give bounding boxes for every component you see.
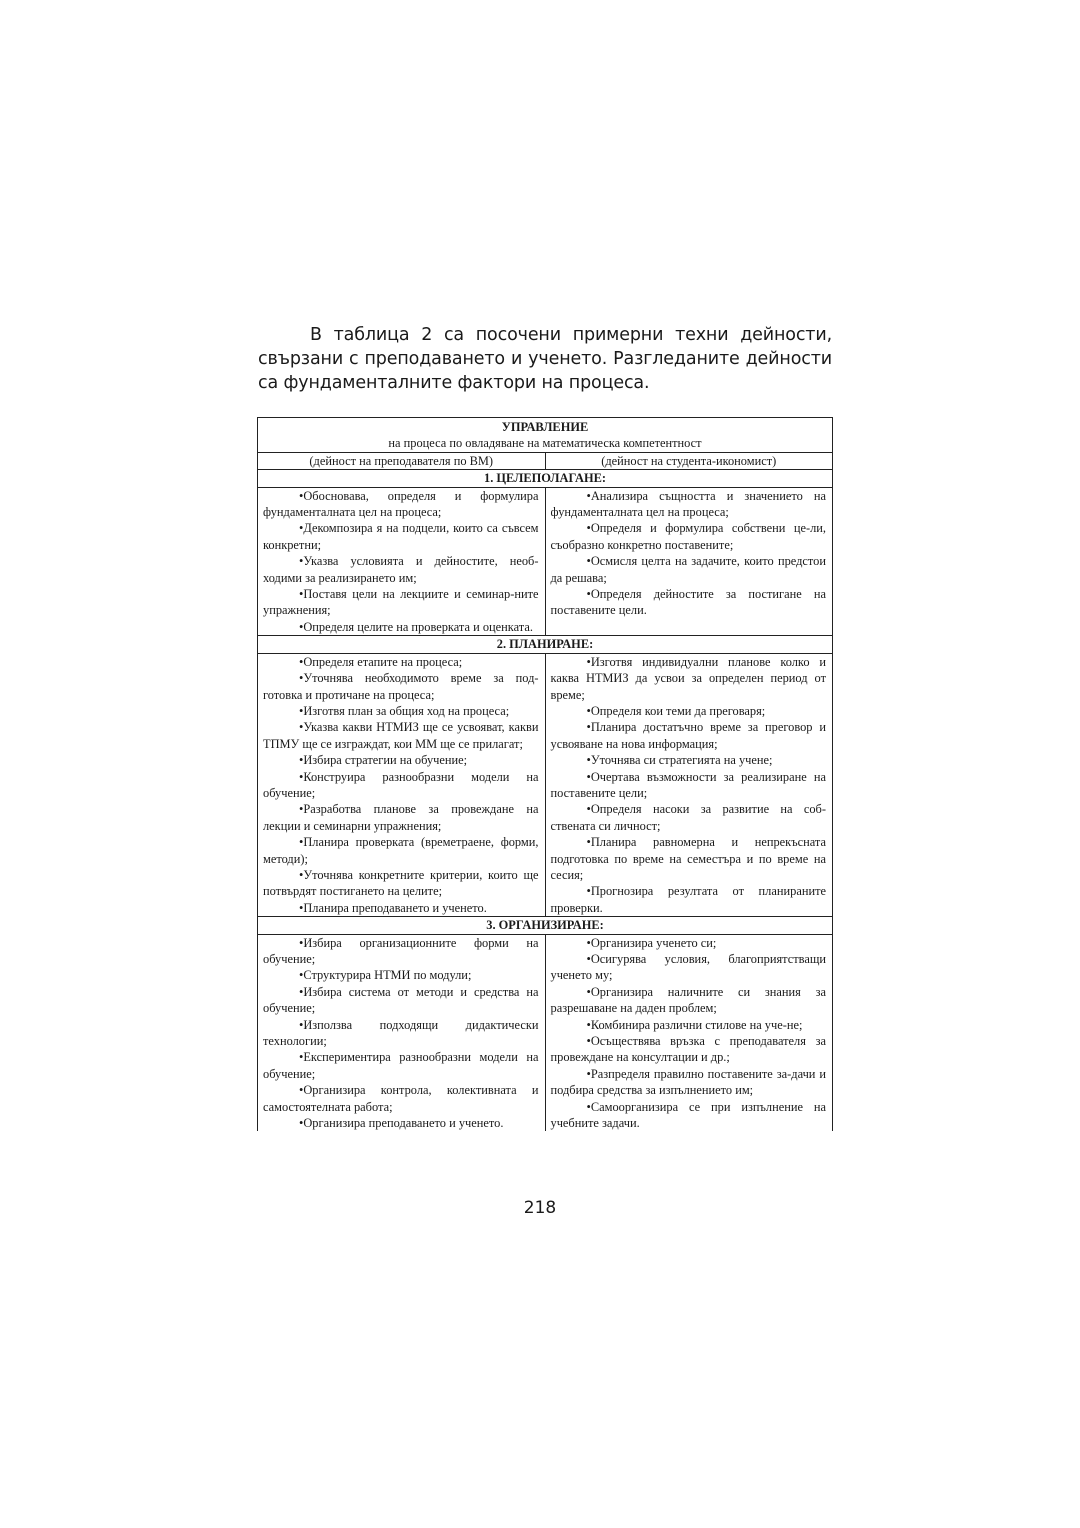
activity-item: •Разработва планове за провеждане на лекции и семинарни упражнения; <box>263 802 539 833</box>
activity-item: •Структурира НТМИ по модули; <box>299 968 472 983</box>
activity-item: •Осмисля целта на задачите, които предстои да решава; <box>550 554 826 585</box>
section-heading-row <box>258 917 833 934</box>
section-heading-planning: 2. ПЛАНИРАНЕ: <box>258 636 833 653</box>
activity-item: •Указва какви НТМИЗ ще се усвояват, какви ТПМУ ще се изграждат, кои ММ ще се прилагат; <box>263 720 539 751</box>
activity-item: •Комбинира различни стилове на уче-не; <box>586 1017 803 1032</box>
activity-item: •Декомпозира я на подцели, които са съвсем конкретни; <box>263 521 539 552</box>
section-heading-row <box>258 636 833 653</box>
activity-item: •Планира проверката (времетраене, форми, методи); <box>263 835 539 866</box>
activity-item: •Избира организационните форми на обучение; <box>263 935 539 966</box>
activity-item: •Уточнява конкретните критерии, които ще потвърдят постигането на целите; <box>263 867 539 899</box>
student-activities-cell <box>545 934 833 1131</box>
activity-item: •Определя дейностите за постигане на поставените цели. <box>550 587 826 618</box>
activity-item: •Определя насоки за развитие на соб-ствената си личност; <box>550 802 826 833</box>
activity-item: •Избира стратегии на обучение; <box>299 753 468 768</box>
activity-item: •Указва условията и дейностите, необ-ходими за реализирането им; <box>263 554 539 585</box>
col-header-teacher: (дейност на преподавателя по ВМ) <box>258 452 546 469</box>
section-heading-goal-setting: 1. ЦЕЛЕПОЛАГАНЕ: <box>258 470 833 487</box>
section-heading-organizing: 3. ОРГАНИЗИРАНЕ: <box>258 917 833 934</box>
activity-item: •Анализира същността и значението на фундаменталната цел на процеса; <box>550 488 826 520</box>
table-subtitle: на процеса по овладяване на математическа компетентност <box>388 436 702 451</box>
section-heading-row <box>258 470 833 487</box>
col-header-student: (дейност на студента-икономист) <box>545 452 833 469</box>
activity-item: •Определя етапите на процеса; <box>299 654 463 669</box>
activity-item: •Планира преподаването и ученето. <box>299 900 487 915</box>
activity-item: •Определя кои теми да преговаря; <box>586 703 766 718</box>
activity-item: •Определя и формулира собствени це-ли, съобразно конкретно поставените; <box>550 521 826 552</box>
activity-item: •Планира достатъчно време за преговор и усвояване на нова информация; <box>550 720 826 751</box>
intro-paragraph: В таблица 2 са посочени примерни техни дейности, свързани с преподаването и ученето. Разгледаните дейности са фундаменталните фактори на процеса. <box>258 325 832 393</box>
activity-item: •Очертава възможности за реализиране на поставените цели; <box>550 769 826 800</box>
activity-item: •Разпределя правилно поставените за-дачи и подбира средства за изпълнението им; <box>550 1066 826 1098</box>
table-title-cell <box>258 418 833 453</box>
column-header-row <box>258 452 833 469</box>
section-content-row <box>258 653 833 917</box>
page-number: 218 <box>523 1198 557 1218</box>
student-activities-cell <box>545 653 833 917</box>
activity-item: •Организира преподаването и ученето. <box>299 1116 504 1131</box>
activity-item: •Осъществява връзка с преподавателя за провеждане на консултации и др.; <box>550 1034 826 1065</box>
activity-item: •Уточнява необходимото време за под-готовка и протичане на процеса; <box>263 671 539 702</box>
teacher-activities-cell <box>258 934 546 1131</box>
activity-item: •Самоорганизира се при изпълнение на учебните задачи. <box>550 1099 826 1131</box>
student-activities-cell <box>545 487 833 636</box>
teacher-activities-cell <box>258 487 546 636</box>
activity-item: •Изготвя план за общия ход на процеса; <box>299 703 510 718</box>
activity-item: •Определя целите на проверката и оценката. <box>299 619 533 634</box>
activity-item: •Прогнозира резултата от планираните проверки. <box>550 884 826 915</box>
activity-item: •Обосновава, определя и формулира фундаменталната цел на процеса; <box>263 488 539 520</box>
section-content-row <box>258 934 833 1131</box>
activity-item: •Организира ученето си; <box>586 935 717 950</box>
activity-item: •Избира система от методи и средства на обучение; <box>263 984 539 1016</box>
activity-item: •Експериментира разнообразни модели на обучение; <box>263 1050 539 1081</box>
section-content-row <box>258 487 833 636</box>
activity-item: •Планира равномерна и непрекъсната подготовка по време на семестъра и по време на сесия; <box>550 835 826 882</box>
activities-table <box>257 417 833 1131</box>
activity-item: •Конструира разнообразни модели на обучение; <box>263 769 539 800</box>
activity-item: •Изготвя индивидуални планове колко и каква НТМИЗ да усвои за определен период от време; <box>550 654 826 702</box>
teacher-activities-cell <box>258 653 546 917</box>
activity-item: •Използва подходящи дидактически технологии; <box>263 1017 539 1049</box>
activity-item: •Организира контрола, колективната и самостоятелната работа; <box>263 1083 539 1114</box>
activity-item: •Осигурява условия, благоприятстващи ученето му; <box>550 952 826 983</box>
table-title: УПРАВЛЕНИЕ <box>501 420 589 434</box>
activity-item: •Уточнява си стратегията на учене; <box>586 753 773 768</box>
activity-item: •Поставя цели на лекциите и семинар-ните упражнения; <box>263 587 539 618</box>
activity-item: •Организира наличните си знания за разрешаване на даден проблем; <box>550 984 826 1016</box>
table-header-row <box>258 418 833 453</box>
